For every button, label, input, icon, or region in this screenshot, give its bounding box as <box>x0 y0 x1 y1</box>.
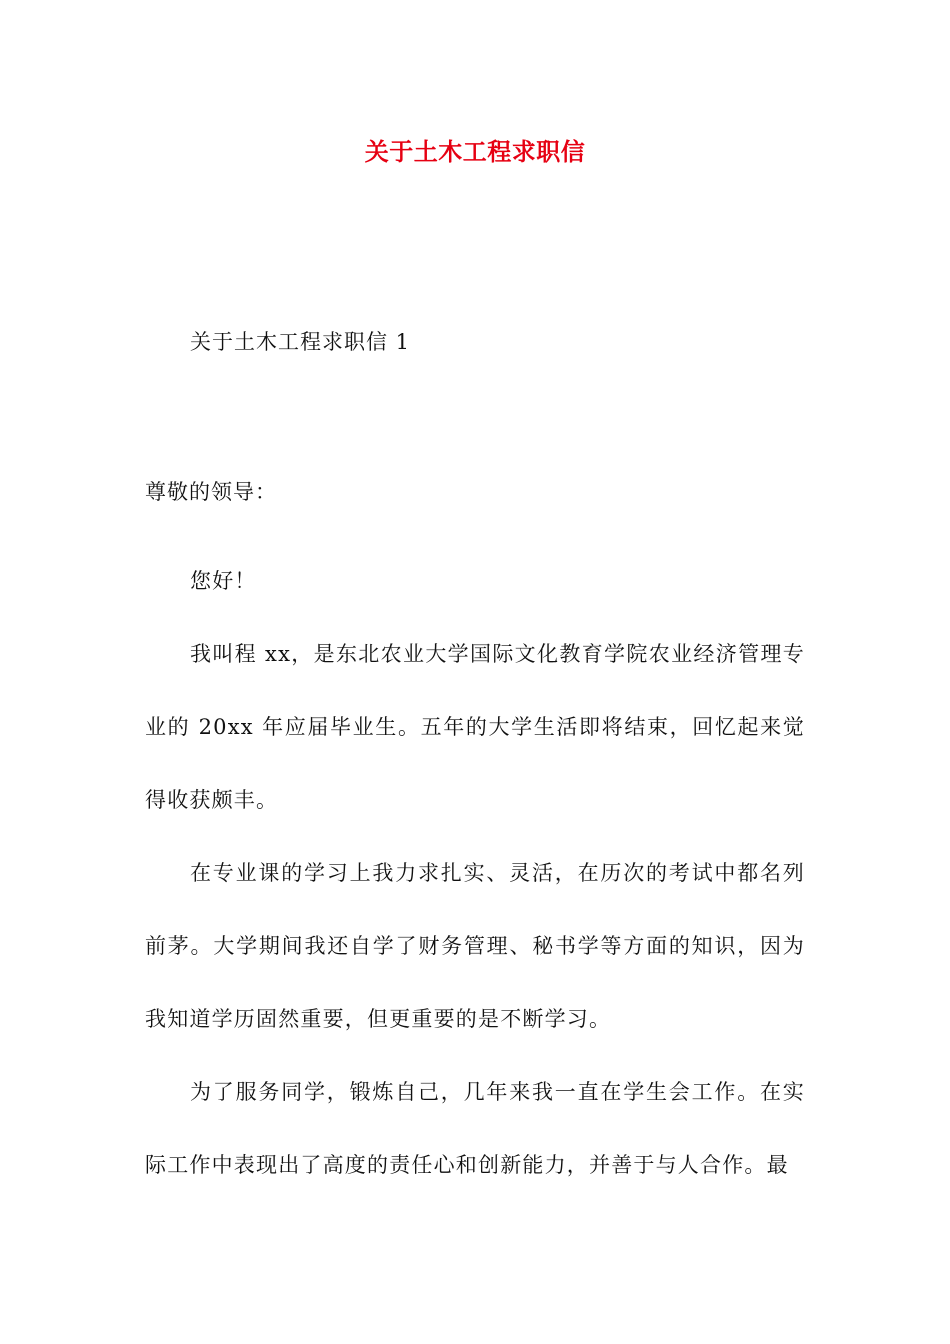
letter-body <box>145 545 805 1202</box>
salutation: 尊敬的领导： <box>145 480 277 504</box>
paragraph-student-union: 为了服务同学，锻炼自己，几年来我一直在学生会工作。在实际工作中表现出了高度的责任心和创新能力，并善于与人合作。最 <box>145 1080 805 1177</box>
paragraph-introduction: 我叫程 xx，是东北农业大学国际文化教育学院农业经济管理专业的 20xx 年应届毕业生。五年的大学生活即将结束，回忆起来觉得收获颇丰。 <box>145 642 805 812</box>
paragraph-study: 在专业课的学习上我力求扎实、灵活，在历次的考试中都名列前茅。大学期间我还自学了财务管理、秘书学等方面的知识，因为我知道学历固然重要，但更重要的是不断学习。 <box>145 861 805 1031</box>
document-title: 关于土木工程求职信 <box>364 137 586 166</box>
greeting: 您好！ <box>190 569 257 593</box>
letter-heading: 关于土木工程求职信 1 <box>190 330 411 354</box>
